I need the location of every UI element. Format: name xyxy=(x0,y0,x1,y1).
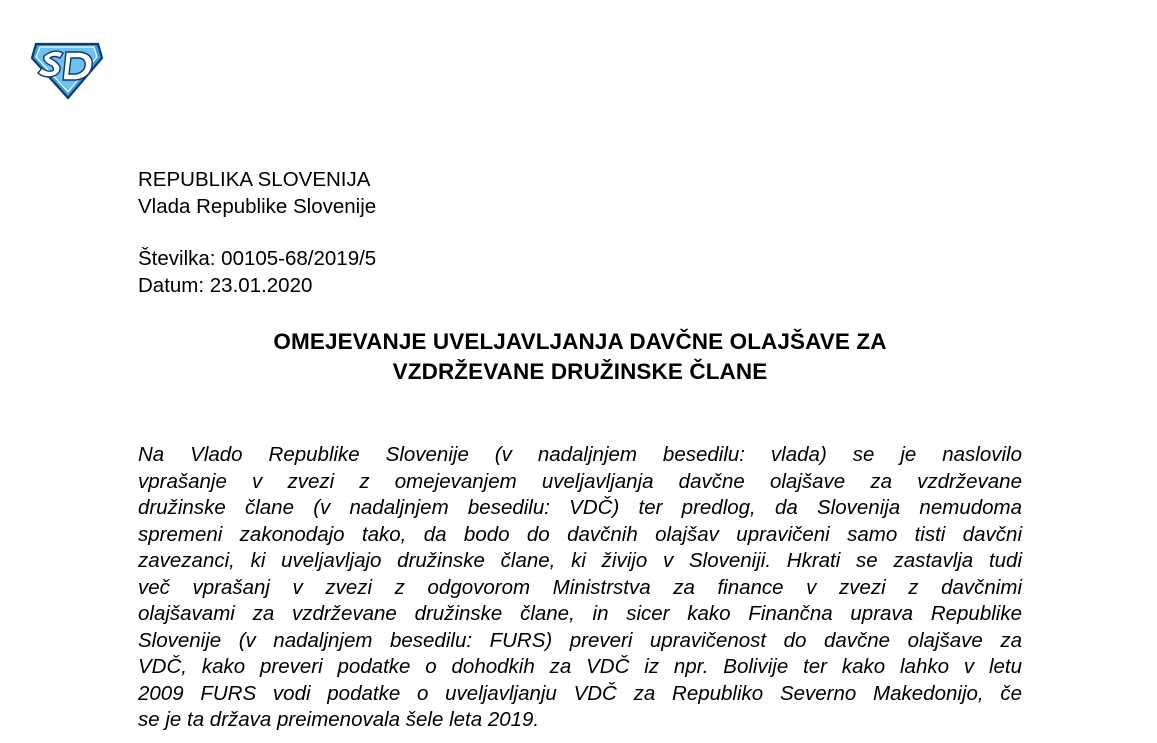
body-line: spremeni zakonodajo tako, da bodo do davčnih olajšav upravičeni samo tisti davčni xyxy=(138,522,1022,546)
body-line: 2009 FURS vodi podatke o uveljavljanju VDČ za Republiko Severno Makedonijo, če xyxy=(138,681,1022,705)
body-line: VDČ, kako preveri podatke o dohodkih za VDČ iz npr. Bolivije ter kako lahko v letu xyxy=(138,655,1022,678)
sd-diamond-logo xyxy=(30,40,104,100)
issuer-header xyxy=(138,166,376,220)
body-line: vprašanje v zvezi z omejevanjem uveljavljanja davčne olajšave za vzdrževane xyxy=(138,469,1022,493)
body-line: družinske člane (v nadaljnjem besedilu: VDČ) ter predlog, da Slovenija nemudoma xyxy=(138,496,1022,519)
body-line: olajšavami za vzdrževane družinske člane, in sicer kako Finančna uprava Republike xyxy=(138,602,1022,625)
body-paragraph xyxy=(138,442,1022,734)
document-number: Številka: 00105-68/2019/5 xyxy=(138,247,377,270)
document-date: Datum: 23.01.2020 xyxy=(138,274,313,297)
body-line: več vprašanj v zvezi z odgovorom Ministrstva za finance v zvezi z davčnimi xyxy=(138,575,1022,599)
document-title-line-1: OMEJEVANJE UVELJAVLJANJA DAVČNE OLAJŠAVE ZA xyxy=(273,329,887,354)
body-line: se je ta država preimenovala šele leta 2019. xyxy=(138,708,540,731)
issuer-country: REPUBLIKA SLOVENIJA xyxy=(138,168,371,191)
document-meta xyxy=(138,245,376,299)
issuer-government: Vlada Republike Slovenije xyxy=(138,195,377,218)
body-line: Slovenije (v nadaljnjem besedilu: FURS) preveri upravičenost do davčne olajšave za xyxy=(138,628,1022,652)
logo-graphic xyxy=(30,40,104,100)
body-line: Na Vlado Republike Slovenije (v nadaljnjem besedilu: vlada) se je naslovilo xyxy=(138,443,1022,466)
document-title xyxy=(138,327,1022,387)
document-title-line-2: VZDRŽEVANE DRUŽINSKE ČLANE xyxy=(392,359,768,384)
body-line: zavezanci, ki uveljavljajo družinske člane, ki živijo v Sloveniji. Hkrati se zastavlja tudi xyxy=(138,549,1022,572)
